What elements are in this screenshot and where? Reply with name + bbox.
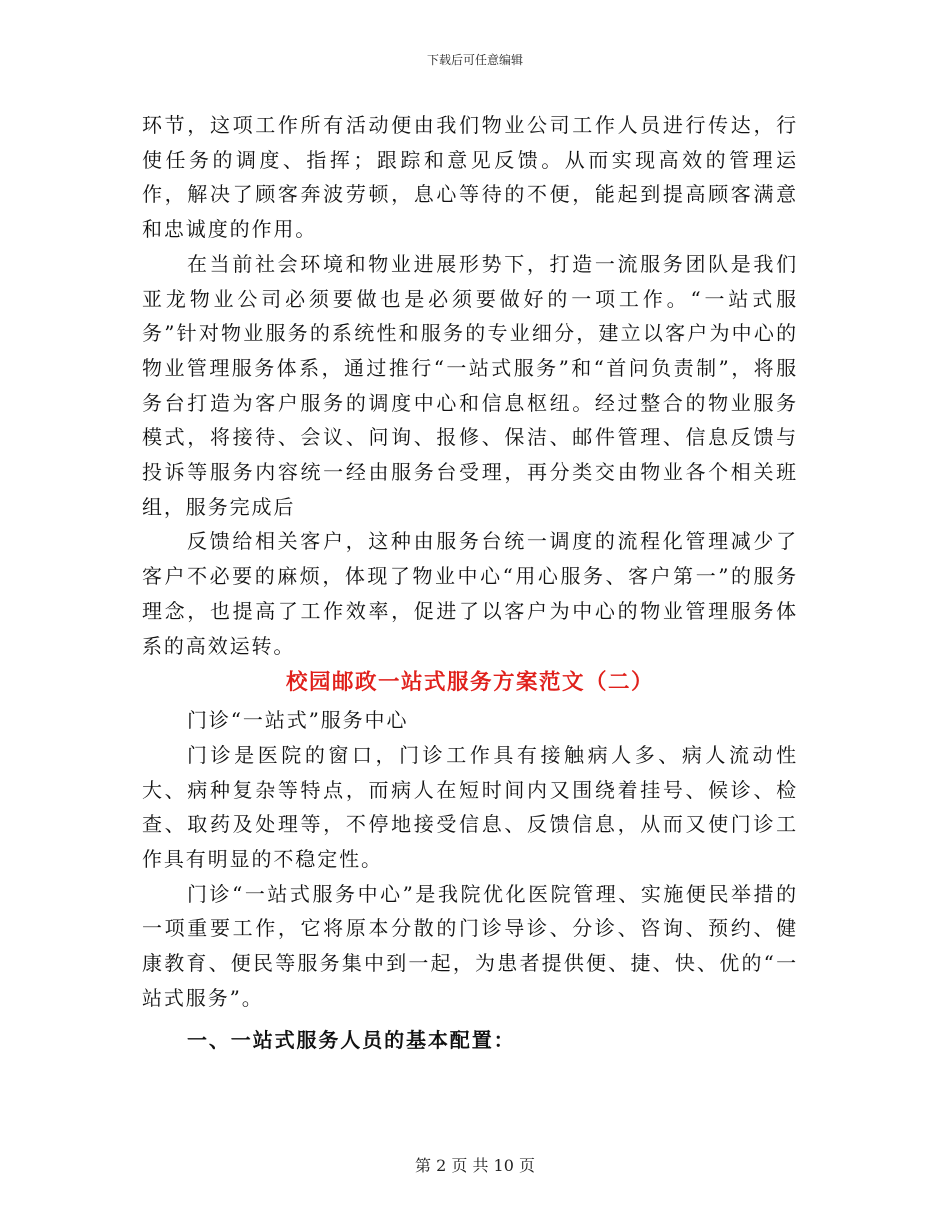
paragraph-outpatient-center-title: 门诊“一站式”服务中心 <box>187 708 409 733</box>
subheading-staff-config: 一、一站式服务人员的基本配置： <box>187 1027 516 1052</box>
paragraph-property-service: 在当前社会环境和物业进展形势下，打造一流服务团队是我们亚龙物业公司必须要做也是必须要做好的一项工作。“一站式服务”针对物业服务的系统性和服务的专业细分，建立以客户为中心的物业管理服务体系，通过推行“一站式服务”和“首问负责制”，将服务台打造为客户服务的调度中心和信息枢纽。经过整合的物业服务模式，将接待、会议、问询、报修、保洁、邮件管理、信息反馈与投诉等服务内容统一经由服务台受理，再分类交由物业各个相关班组，服务完成后 <box>142 251 798 519</box>
page-footer: 第 2 页 共 10 页 <box>415 1156 535 1175</box>
paragraph-outpatient-window: 门诊是医院的窗口，门诊工作具有接触病人多、病人流动性大、病种复杂等特点，而病人在短时间内又围绕着挂号、候诊、检查、取药及处理等，不停地接受信息、反馈信息，从而又使门诊工作具有明显的不稳定性。 <box>142 742 798 872</box>
section-title: 校园邮政一站式服务方案范文（二） <box>285 670 654 696</box>
page-header: 下载后可任意编辑 <box>426 53 523 67</box>
document-body <box>142 108 798 1057</box>
paragraph-one-stop-center: 门诊“一站式服务中心”是我院优化医院管理、实施便民举措的一项重要工作，它将原本分散的门诊导诊、分诊、咨询、预约、健康教育、便民等服务集中到一起，为患者提供便、捷、快、优的“一站式服务”。 <box>142 881 798 1010</box>
paragraph-continued: 环节，这项工作所有活动便由我们物业公司工作人员进行传达，行使任务的调度、指挥；跟踪和意见反馈。从而实现高效的管理运作，解决了顾客奔波劳顿，息心等待的不便，能起到提高顾客满意和忠诚度的作用。 <box>142 113 798 242</box>
paragraph-feedback: 反馈给相关客户，这种由服务台统一调度的流程化管理减少了客户不必要的麻烦，体现了物业中心“用心服务、客户第一”的服务理念，也提高了工作效率，促进了以客户为中心的物业管理服务体系的高效运转。 <box>142 529 798 658</box>
